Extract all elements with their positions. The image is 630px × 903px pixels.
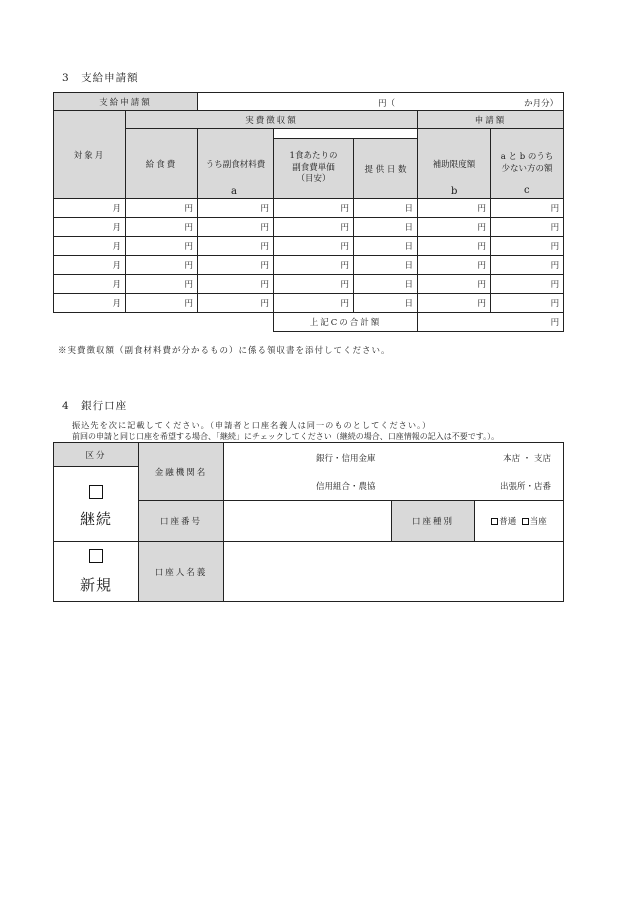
days-cell[interactable]: 日 [354,294,418,313]
lesser-cell[interactable]: 円 [491,275,564,294]
days-cell[interactable]: 日 [354,218,418,237]
bank-name-label: 金融機関名 [139,443,224,501]
days-cell[interactable]: 日 [354,237,418,256]
meal-cost-cell[interactable]: 円 [126,218,198,237]
receipt-note: ※実費徴収額（副食材料費が分かるもの）に係る領収書を添付してください。 [58,346,391,356]
meal-cost-cell[interactable]: 円 [126,256,198,275]
continue-option[interactable] [54,467,139,542]
request-amount-header: 申請額 [418,111,564,129]
target-month-header: 対象月 [54,111,126,199]
limit-header [418,129,491,199]
table-row [54,199,564,218]
side-cost-cell[interactable]: 円 [198,294,274,313]
lesser-cell[interactable]: 円 [491,256,564,275]
meal-cost-cell[interactable]: 円 [126,237,198,256]
days-cell[interactable]: 日 [354,256,418,275]
days-cell[interactable]: 日 [354,199,418,218]
meal-cost-cell[interactable]: 円 [126,199,198,218]
current-label: 当座 [529,517,547,527]
month-cell[interactable]: 月 [54,218,126,237]
month-cell[interactable]: 月 [54,275,126,294]
side-dish-cost-label: うち副食材料費 [205,159,266,170]
unit-price-cell[interactable]: 円 [274,218,354,237]
side-cost-cell[interactable]: 円 [198,275,274,294]
side-cost-cell[interactable]: 円 [198,256,274,275]
month-cell[interactable]: 月 [54,237,126,256]
side-cost-cell[interactable]: 円 [198,199,274,218]
month-cell[interactable]: 月 [54,256,126,275]
instruction-1: 振込先を次に記載してください。（申請者と口座名義人は同一のものとしてください。） [72,420,432,430]
unit-price-cell[interactable]: 円 [274,256,354,275]
bank-types-2: 信用組合・農協 [316,481,376,492]
unit-price-cell[interactable]: 円 [274,294,354,313]
ordinary-label: 普通 [499,517,517,527]
section4-heading: 4 銀行口座 [62,400,128,412]
days-header: 提 供 日 数 [354,139,418,199]
lesser-label: a と b のうち 少ない方の額 [500,152,554,174]
continue-checkbox[interactable] [89,485,103,499]
blank-left [54,313,274,332]
ordinary-checkbox[interactable] [491,518,498,525]
limit-cell[interactable]: 円 [418,294,491,313]
current-checkbox[interactable] [522,518,529,525]
letter-c: c [524,184,530,196]
category-header: 区分 [54,443,139,467]
limit-cell[interactable]: 円 [418,199,491,218]
lesser-cell[interactable]: 円 [491,218,564,237]
total-label: 上記Cの合計額 [274,313,418,332]
continue-label: 継続 [79,510,112,528]
meal-cost-cell[interactable]: 円 [126,275,198,294]
unit-price-header: 1食あたりの 副食費単価 （目安） [274,139,354,199]
apply-amount-months: か月分） [524,98,559,109]
blank-under-actual [274,129,418,139]
new-option[interactable] [54,542,139,602]
letter-b: b [451,186,458,197]
account-number-label: 口座番号 [139,501,224,542]
month-cell[interactable]: 月 [54,199,126,218]
lesser-cell[interactable]: 円 [491,199,564,218]
meal-cost-header: 給食費 [126,129,198,199]
branch-types-1: 本店 ・ 支店 [503,453,552,464]
account-holder-field[interactable] [224,542,564,602]
apply-amount-yen: 円（ [378,98,396,109]
section3-heading: 3 支給申請額 [62,72,139,84]
table-row [54,256,564,275]
account-number-field[interactable] [224,501,392,542]
limit-cell[interactable]: 円 [418,256,491,275]
table-row [54,237,564,256]
bank-name-field[interactable] [224,443,564,501]
apply-amount-label: 支給申請額 [54,93,198,111]
branch-types-2: 出張所・店番 [500,481,552,492]
account-type-field[interactable] [475,501,564,542]
days-cell[interactable]: 日 [354,275,418,294]
side-cost-cell[interactable]: 円 [198,218,274,237]
meal-cost-cell[interactable]: 円 [126,294,198,313]
unit-price-cell[interactable]: 円 [274,237,354,256]
new-label: 新規 [79,575,112,594]
bank-types-1: 銀行・信用金庫 [316,453,376,464]
table-row [54,294,564,313]
letter-a: a [231,186,237,197]
account-holder-label: 口座人名義 [139,542,224,602]
limit-cell[interactable]: 円 [418,237,491,256]
lesser-cell[interactable]: 円 [491,237,564,256]
month-cell[interactable]: 月 [54,294,126,313]
limit-cell[interactable]: 円 [418,275,491,294]
limit-cell[interactable]: 円 [418,218,491,237]
new-checkbox[interactable] [89,549,103,563]
lesser-cell[interactable]: 円 [491,294,564,313]
account-type-label: 口座種別 [392,501,475,542]
table-row [54,275,564,294]
bank-account-table [53,442,564,602]
total-row [54,313,564,332]
instruction-2: 前回の申請と同じ口座を希望する場合、「継続」にチェックしてください（継続の場合、口座情報の記入は不要です。）。 [72,432,500,441]
apply-amount-table [53,92,564,332]
table-row [54,218,564,237]
side-cost-cell[interactable]: 円 [198,237,274,256]
actual-cost-header: 実費徴収額 [126,111,418,129]
unit-price-cell[interactable]: 円 [274,275,354,294]
total-value[interactable]: 円 [418,313,564,332]
side-dish-cost-header [198,129,274,199]
limit-label: 補助限度額 [432,159,476,170]
apply-amount-cell [198,93,564,111]
unit-price-cell[interactable]: 円 [274,199,354,218]
lesser-header [491,129,564,199]
